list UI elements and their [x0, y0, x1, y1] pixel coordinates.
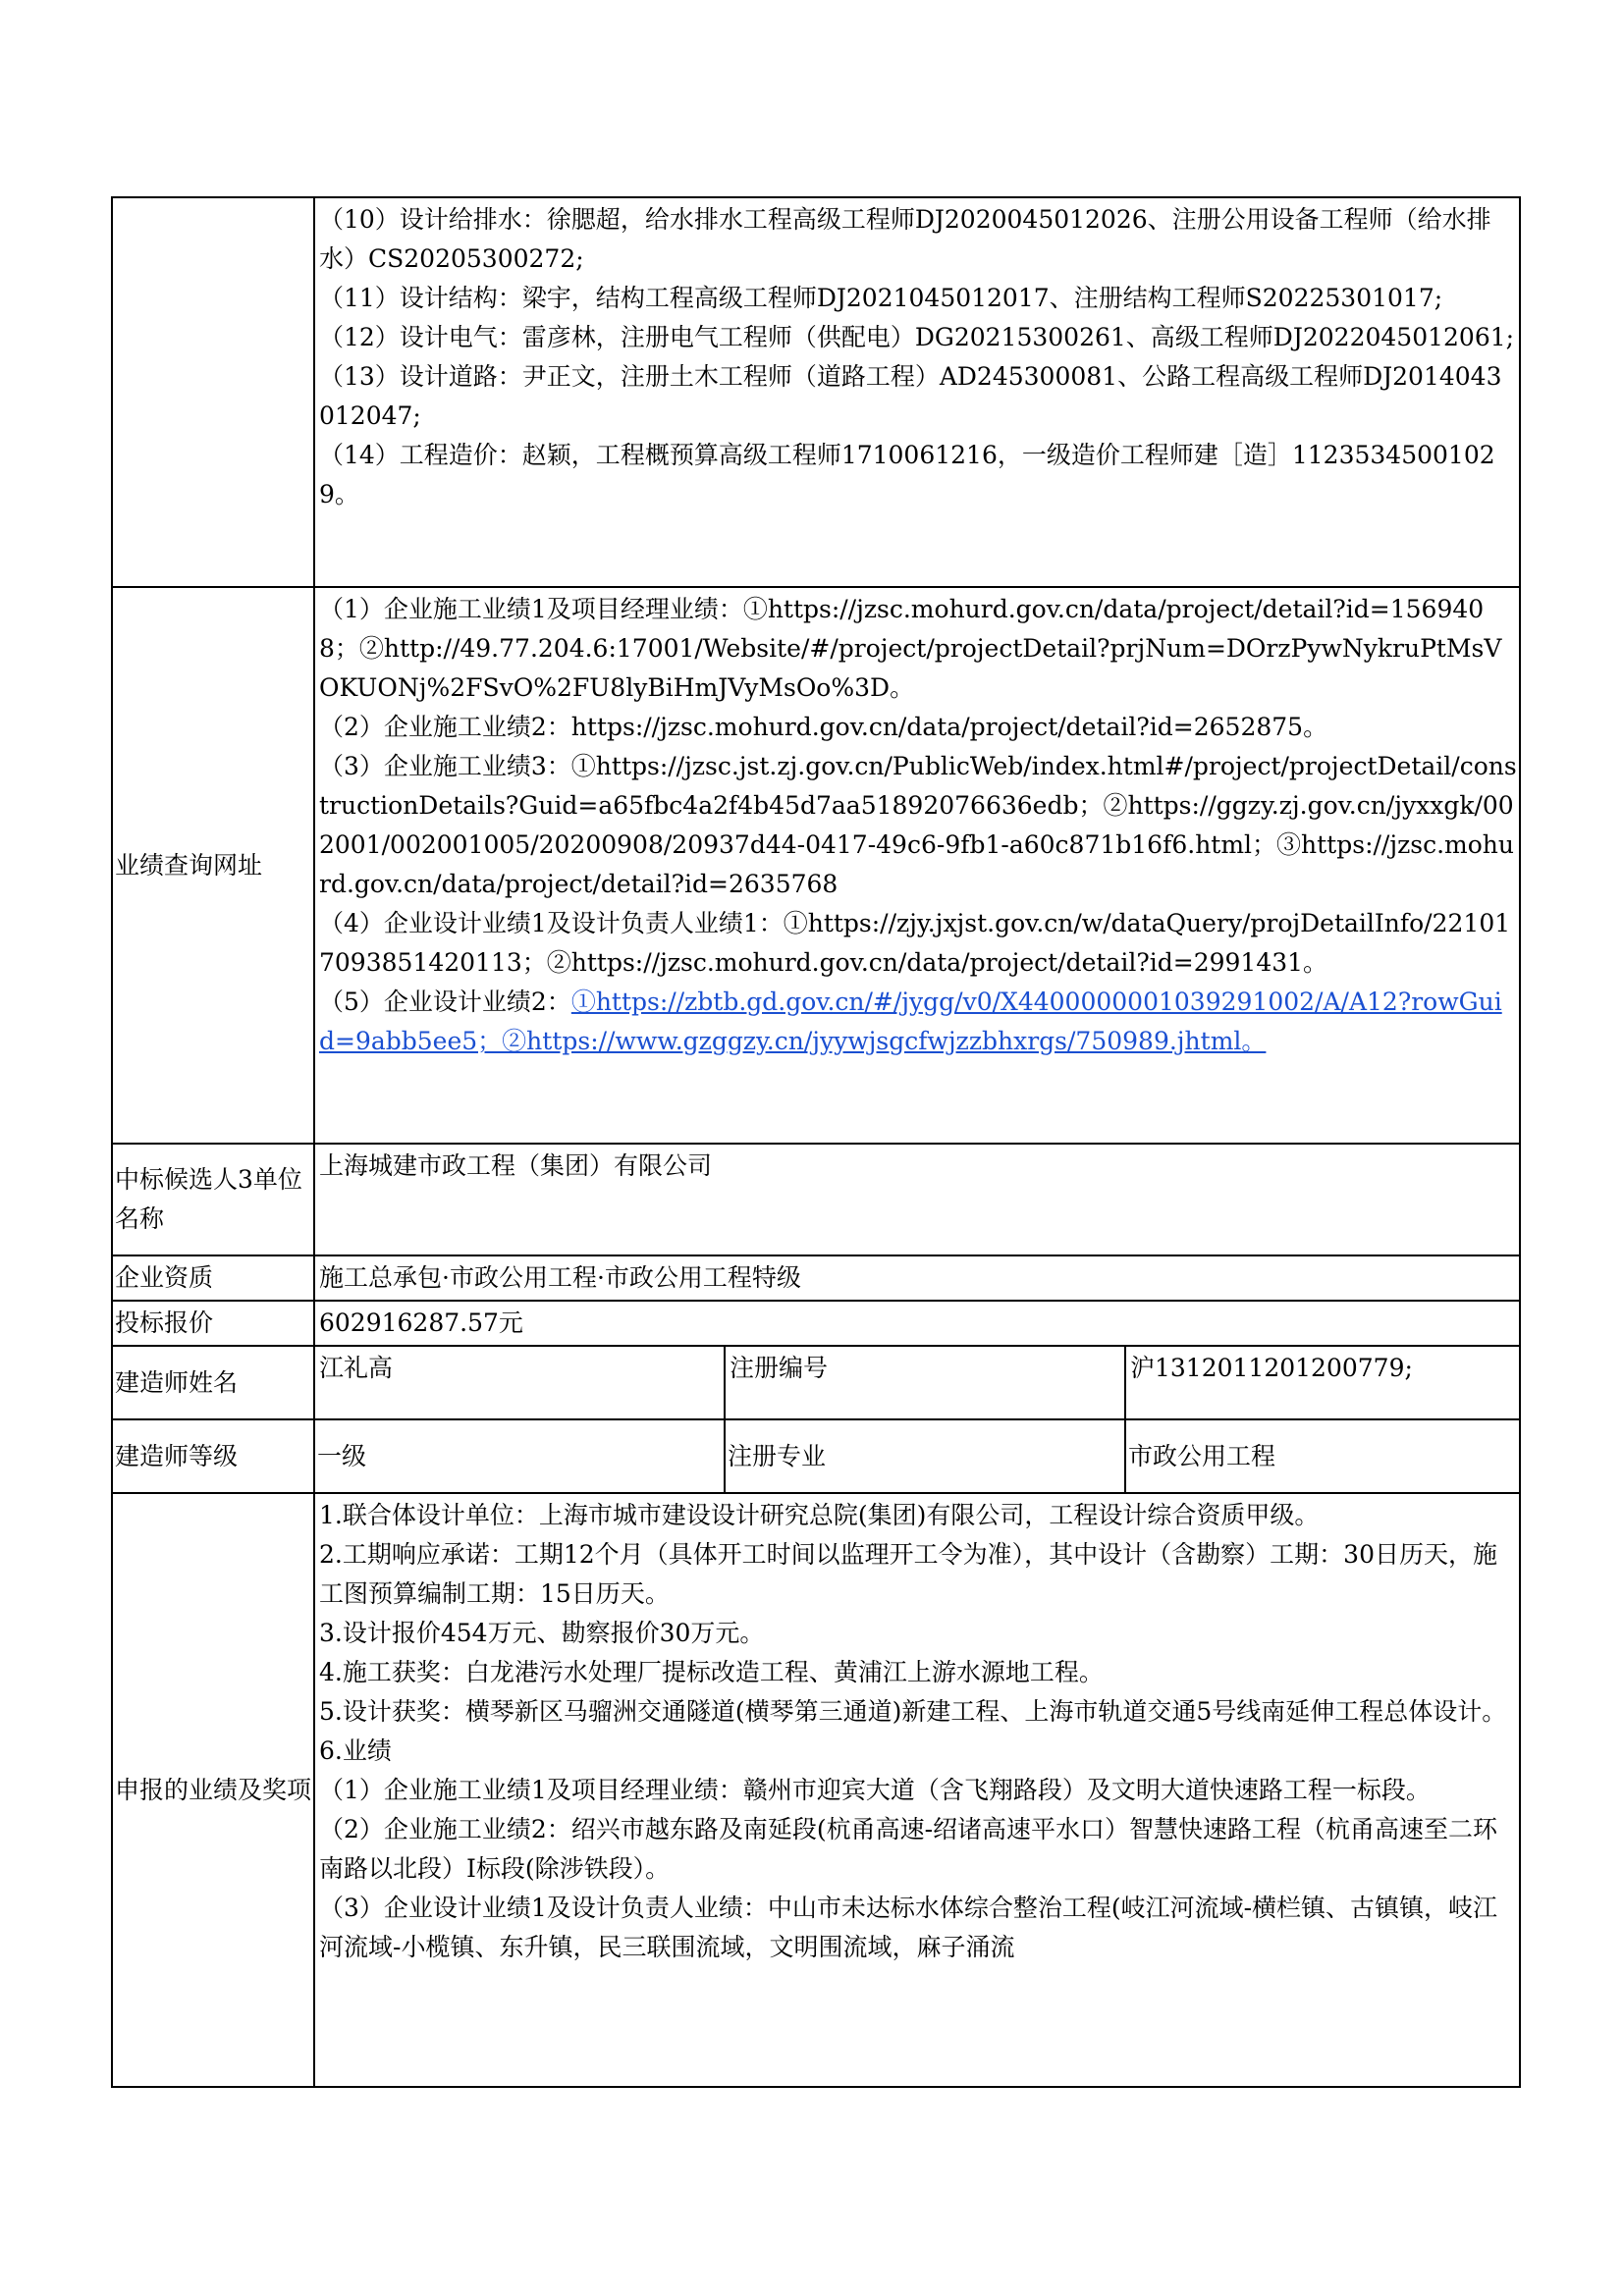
query-url-line: （2）企业施工业绩2：https://jzsc.mohurd.gov.cn/data/project/detail?id=2652875。 — [319, 713, 1328, 741]
personnel-label-cell — [112, 197, 314, 587]
achievements-row — [112, 1493, 1520, 2087]
personnel-line: （10）设计给排水：徐腮超，给水排水工程高级工程师DJ2020045012026、注册公用设备工程师（给水排水）CS20205300272; — [319, 205, 1491, 273]
query-url-line: （3）企业施工业绩3：①https://jzsc.jst.zj.gov.cn/PublicWeb/index.html#/project/projectDetail/constructionDetails?Guid=a65fbc4a2f4b45d7aa51892076636edb；②https://ggzy.zj.gov.cn/jyxxgk/002001/002001005/20200908/20937d44-0417-49c6-9fb1-a60c871b16f6.html；③https://jzsc.mohurd.gov.cn/data/project/detail?id=2635768 — [319, 752, 1517, 898]
achievement-line: 3.设计报价454万元、勘察报价30万元。 — [319, 1619, 765, 1647]
query-url-line-5-prefix: （5）企业设计业绩2： — [319, 988, 571, 1016]
query-urls-label: 业绩查询网址 — [112, 587, 314, 1144]
qualification-value: 施工总承包·市政公用工程·市政公用工程特级 — [314, 1255, 1520, 1301]
query-url-line-5 — [319, 983, 1517, 1061]
document-page — [111, 196, 1519, 2083]
achievements-cell — [314, 1493, 1520, 2087]
query-urls-cell — [314, 587, 1520, 1144]
reg-no-value: 沪1312011201200779; — [1125, 1346, 1520, 1419]
achievement-line: 1.联合体设计单位：上海市城市建设设计研究总院(集团)有限公司，工程设计综合资质甲级。 — [319, 1501, 1320, 1529]
qualification-row — [112, 1255, 1520, 1301]
bid-price-row — [112, 1301, 1520, 1346]
builder-level-value: 一级 — [314, 1419, 725, 1493]
design-performance-link[interactable]: ①https://zbtb.gd.gov.cn/#/jygg/v0/X4400000001039291002/A/A12?rowGuid=9abb5ee5；②https://www.gzggzy.cn/jyywjsgcfwjzzbhxrgs/750989.jhtml。 — [319, 988, 1502, 1055]
achievement-line: 2.工期响应承诺：工期12个月（具体开工时间以监理开工令为准），其中设计（含勘察）工期：30日历天，施工图预算编制工期：15日历天。 — [319, 1540, 1497, 1608]
candidate-label: 中标候选人3单位名称 — [112, 1144, 314, 1255]
personnel-continuation-row — [112, 197, 1520, 587]
personnel-line: （14）工程造价：赵颖，工程概预算高级工程师1710061216，一级造价工程师建［造］11235345001029。 — [319, 441, 1495, 508]
reg-no-label: 注册编号 — [725, 1346, 1125, 1419]
qualification-label: 企业资质 — [112, 1255, 314, 1301]
candidate-row — [112, 1144, 1520, 1255]
personnel-cell — [314, 197, 1520, 587]
bid-price-value: 602916287.57元 — [314, 1301, 1520, 1346]
personnel-line: （12）设计电气：雷彦林，注册电气工程师（供配电）DG20215300261、高级工程师DJ2022045012061; — [319, 323, 1515, 351]
bid-price-label: 投标报价 — [112, 1301, 314, 1346]
query-urls-row — [112, 587, 1520, 1144]
achievement-line: （3）企业设计业绩1及设计负责人业绩：中山市未达标水体综合整治工程(岐江河流域-横栏镇、古镇镇，岐江河流域-小榄镇、东升镇，民三联围流域，文明围流域，麻子涌流 — [319, 1894, 1498, 1961]
query-url-line: （1）企业施工业绩1及项目经理业绩：①https://jzsc.mohurd.gov.cn/data/project/detail?id=1569408；②http://49.77.204.6:17001/Website/#/project/projectDetail?prjNum=DOrzPywNykruPtMsVOKUONj%2FSvO%2FU8lyBiHmJVyMsOo%3D。 — [319, 595, 1502, 702]
personnel-line: （11）设计结构：梁宇，结构工程高级工程师DJ2021045012017、注册结构工程师S20225301017; — [319, 284, 1443, 312]
achievements-label: 申报的业绩及奖项 — [112, 1493, 314, 2087]
achievement-line: 6.业绩 — [319, 1736, 392, 1765]
builder-level-row — [112, 1419, 1520, 1493]
major-value: 市政公用工程 — [1125, 1419, 1520, 1493]
achievement-line: （1）企业施工业绩1及项目经理业绩：赣州市迎宾大道（含飞翔路段）及文明大道快速路工程一标段。 — [319, 1776, 1431, 1804]
query-url-line: （4）企业设计业绩1及设计负责人业绩1：①https://zjy.jxjst.gov.cn/w/dataQuery/projDetailInfo/221017093851420113；②https://jzsc.mohurd.gov.cn/data/project/detail?id=2991431。 — [319, 909, 1511, 977]
achievement-line: （2）企业施工业绩2：绍兴市越东路及南延段(杭甬高速-绍诸高速平水口）智慧快速路工程（杭甬高速至二环南路以北段）Ⅰ标段(除涉铁段）。 — [319, 1815, 1498, 1883]
achievement-line: 5.设计获奖：横琴新区马骝洲交通隧道(横琴第三通道)新建工程、上海市轨道交通5号线南延伸工程总体设计。 — [319, 1697, 1507, 1726]
personnel-line: （13）设计道路：尹正文，注册土木工程师（道路工程）AD245300081、公路工程高级工程师DJ2014043012047; — [319, 362, 1502, 430]
achievement-line: 4.施工获奖：白龙港污水处理厂提标改造工程、黄浦江上游水源地工程。 — [319, 1658, 1104, 1686]
builder-name-value: 江礼高 — [314, 1346, 725, 1419]
candidate-value: 上海城建市政工程（集团）有限公司 — [314, 1144, 1520, 1255]
major-label: 注册专业 — [725, 1419, 1125, 1493]
bid-candidate-table — [111, 196, 1521, 2088]
builder-name-label: 建造师姓名 — [112, 1346, 314, 1419]
builder-level-label: 建造师等级 — [112, 1419, 314, 1493]
builder-name-row — [112, 1346, 1520, 1419]
